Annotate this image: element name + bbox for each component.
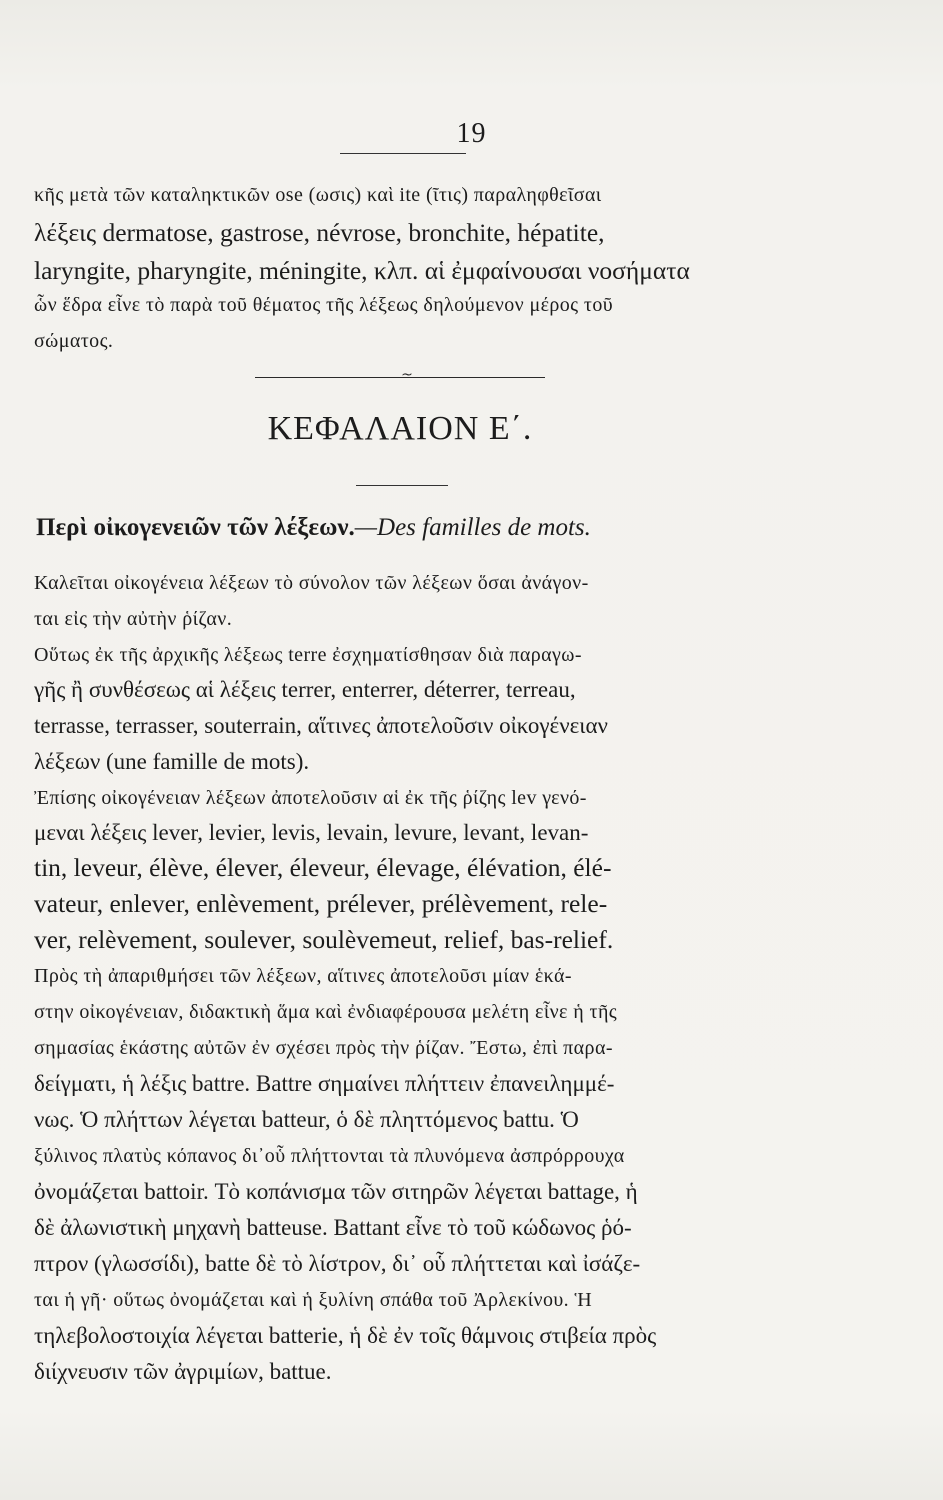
text-line-22: ξύλινος πλατὺς κόπανος δι᾽οὗ πλήττονται τὰ πλυνόμενα ἀσπρόρρουχα [34, 1145, 625, 1167]
text-line-4: ὧν ἕδρα εἶνε τὸ παρὰ τοῦ θέματος τῆς λέξεως δηλούμενον μέρος τοῦ [34, 294, 614, 316]
section-heading-french: —Des familles de mots. [354, 514, 591, 541]
text-line-21: νως. Ὁ πλήττων λέγεται batteur, ὁ δὲ πληττόμενος battu. Ὁ [34, 1107, 579, 1132]
text-line-2: λέξεις dermatose, gastrose, névrose, bronchite, hépatite, [34, 218, 605, 247]
text-line-13: μεναι λέξεις lever, levier, levis, levain, levure, levant, levan- [34, 820, 589, 845]
page-number-rule [340, 153, 466, 154]
section-heading [36, 514, 916, 542]
divider-ornament: ~ [401, 367, 413, 383]
text-line-14: tin, leveur, élève, élever, éleveur, élevage, élévation, élé- [34, 853, 612, 882]
text-line-20: δείγματι, ἡ λέξις battre. Battre σημαίνει πλήττειν ἐπανειλημμέ- [34, 1071, 615, 1096]
chapter-rule [356, 485, 448, 486]
text-line-10: terrasse, terrasser, souterrain, αἵτινες ἀποτελοῦσιν οἰκογένειαν [34, 713, 608, 738]
page-number: 19 [456, 118, 487, 149]
text-line-7: ται εἰς τὴν αὐτὴν ῥίζαν. [34, 608, 233, 630]
chapter-title: ΚΕΦΑΛΑΙΟΝ Ε΄. [267, 410, 533, 447]
text-line-28: διίχνευσιν τῶν ἀγριμίων, battue. [34, 1359, 332, 1384]
text-line-17: Πρὸς τὴ ἀπαριθμήσει τῶν λέξεων, αἵτινες ἀποτελοῦσι μίαν ἑκά- [34, 965, 572, 987]
text-line-23: ὀνομάζεται battoir. Τὸ κοπάνισμα τῶν σιτηρῶν λέγεται battage, ἡ [34, 1179, 638, 1204]
text-line-24: δὲ ἀλωνιστικὴ μηχανὴ batteuse. Battant εἶνε τὸ τοῦ κώδωνος ῥό- [34, 1215, 632, 1240]
text-line-5: σώματος. [34, 330, 114, 352]
text-line-19: σημασίας ἑκάστης αὐτῶν ἐν σχέσει πρὸς τὴν ῥίζαν. Ἔστω, ἐπὶ παρα- [34, 1037, 613, 1059]
text-line-12: Ἐπίσης οἰκογένειαν λέξεων ἀποτελοῦσιν αἱ ἐκ τῆς ῥίζης lev γενό- [34, 787, 587, 809]
text-line-11: λέξεων (une famille de mots). [34, 749, 310, 774]
text-line-1: κῆς μετὰ τῶν καταληκτικῶν ose (ωσις) καὶ ite (ῖτις) παραληφθεῖσαι [34, 184, 602, 206]
text-line-26: ται ἡ γῆ· οὕτως ὀνομάζεται καὶ ἡ ξυλίνη σπάθα τοῦ Ἀρλεκίνου. Ἡ [34, 1289, 593, 1311]
text-line-16: ver, relèvement, soulever, soulèvemeut, relief, bas-relief. [34, 925, 614, 954]
text-line-27: τηλεβολοστοιχία λέγεται batterie, ἡ δὲ ἐν τοῖς θάμνοις στιβεία πρὸς [34, 1323, 657, 1348]
text-line-8: Οὕτως ἐκ τῆς ἀρχικῆς λέξεως terre ἐσχηματίσθησαν διὰ παραγω- [34, 644, 582, 666]
text-line-18: στην οἰκογένειαν, διδακτικὴ ἅμα καὶ ἐνδιαφέρουσα μελέτη εἶνε ἡ τῆς [34, 1001, 618, 1023]
text-line-25: πτρον (γλωσσίδι), batte δὲ τὸ λίστρον, δι᾽ οὗ πλήττεται καὶ ἰσάζε- [34, 1251, 641, 1276]
section-heading-greek: Περὶ οἰκογενειῶν τῶν λέξεων. [36, 514, 355, 541]
text-line-15: vateur, enlever, enlèvement, prélever, prélèvement, rele- [34, 889, 608, 918]
text-line-6: Καλεῖται οἰκογένεια λέξεων τὸ σύνολον τῶν λέξεων ὅσαι ἀνάγον- [34, 572, 589, 594]
text-line-3: laryngite, pharyngite, méningite, κλπ. αἱ ἐμφαίνουσαι νοσήματα [34, 256, 690, 285]
text-line-9: γῆς ἢ συνθέσεως αἱ λέξεις terrer, enterrer, déterrer, terreau, [34, 677, 576, 702]
